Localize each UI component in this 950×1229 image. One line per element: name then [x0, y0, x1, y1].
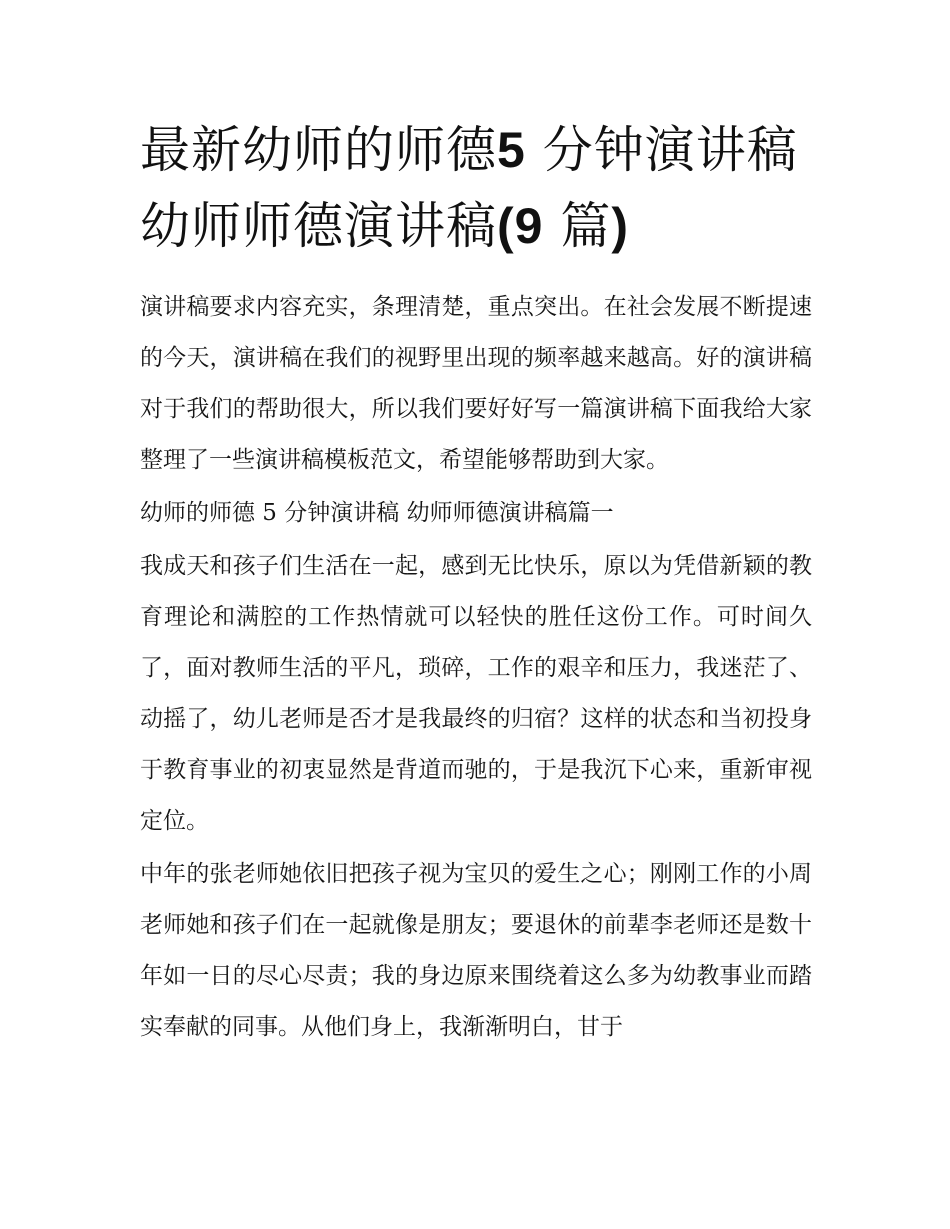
section-heading: 幼师的师德 5 分钟演讲稿 幼师师德演讲稿篇一 — [140, 500, 614, 526]
document-page — [140, 112, 812, 1055]
title-line-2 — [140, 188, 812, 264]
body-paragraph-2: 中年的张老师她依旧把孩子视为宝贝的爱生之心；刚刚工作的小周老师她和孩子们在一起就像是朋友；要退休的前辈李老师还是数十年如一日的尽心尽责；我的身边原来围绕着这么多为幼教事业而踏实奉献的同事。从他们身上，我渐渐明白，甘于 — [140, 861, 812, 1040]
title-line-1 — [140, 112, 812, 188]
body-paragraph-1: 我成天和孩子们生活在一起，感到无比快乐，原以为凭借新颖的教育理论和满腔的工作热情就可以轻快的胜任这份工作。可时间久了，面对教师生活的平凡，琐碎，工作的艰辛和压力，我迷茫了、动摇了，幼儿老师是否才是我最终的归宿？这样的状态和当初投身于教育事业的初衷显然是背道而驰的，于是我沉下心来，重新审视定位。 — [140, 553, 812, 834]
document-title — [140, 112, 812, 264]
intro-paragraph: 演讲稿要求内容充实，条理清楚，重点突出。在社会发展不断提速的今天，演讲稿在我们的视野里出现的频率越来越高。好的演讲稿对于我们的帮助很大，所以我们要好好写一篇演讲稿下面我给大家整理了一些演讲稿模板范文，希望能够帮助到大家。 — [140, 294, 812, 473]
title-line-2-prefix: 幼师师德演讲稿 — [140, 197, 497, 255]
title-line-1-prefix: 最新幼师的师德 — [140, 121, 497, 179]
title-line-2-mid: 篇 — [560, 197, 612, 255]
title-line-1-suffix: 分钟演讲稿 — [542, 121, 798, 179]
title-line-2-number: (9 — [497, 198, 544, 254]
title-line-2-end: ) — [611, 198, 630, 254]
title-line-1-number: 5 — [497, 122, 526, 178]
